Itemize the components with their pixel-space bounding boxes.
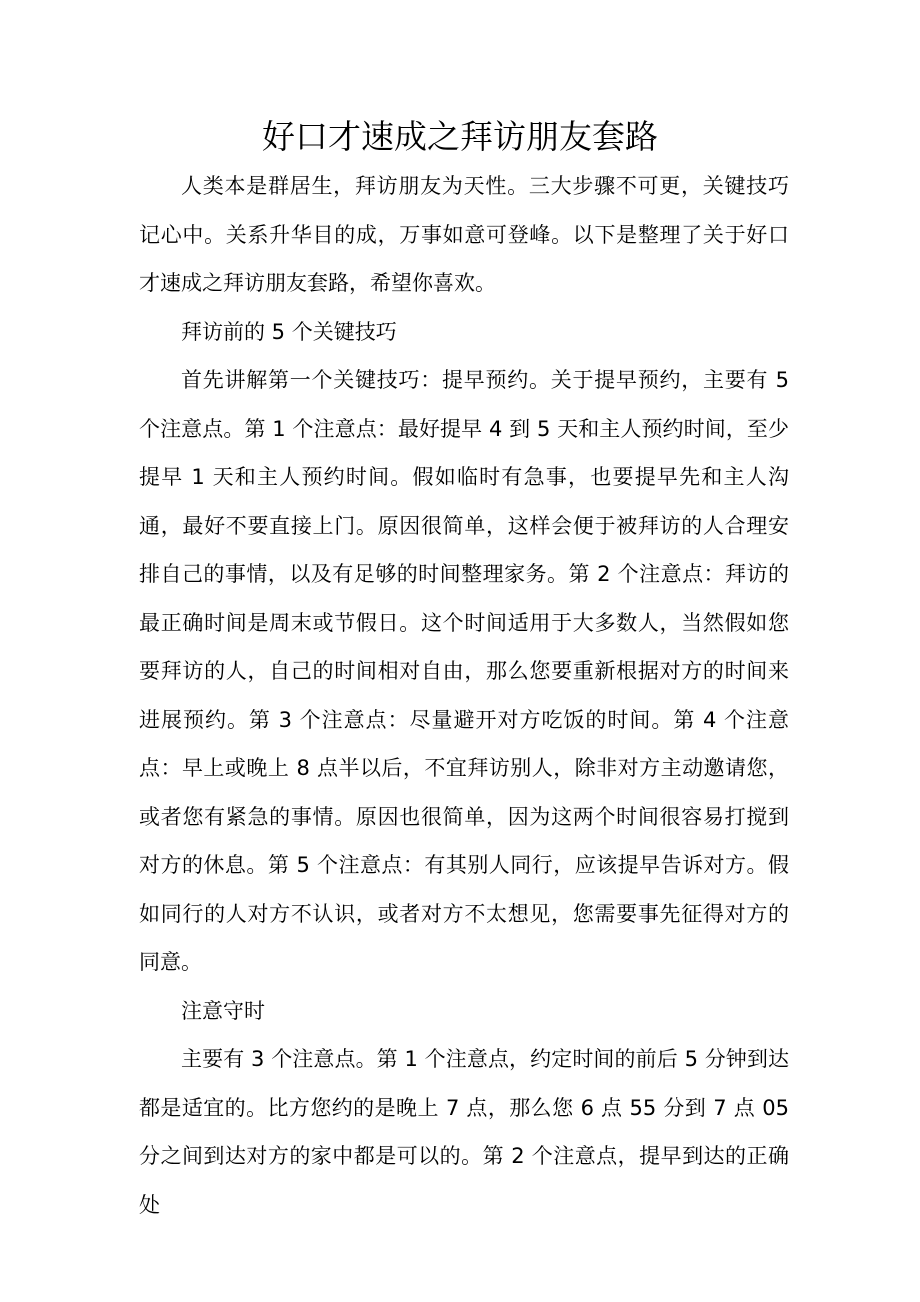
document-title: 好口才速成之拜访朋友套路 [262,117,658,156]
section-heading-punctuality: 注意守时 [181,998,265,1023]
section-heading-before-visit: 拜访前的 5 个关键技巧 [181,319,397,344]
intro-paragraph: 人类本是群居生，拜访朋友为天性。三大步骤不可更，关键技巧记心中。关系升华目的成，万事如意可登峰。以下是整理了关于好口才速成之拜访朋友套路，希望你喜欢。 [139,174,789,295]
document-body [139,162,789,1229]
body-paragraph-appointment: 首先讲解第一个关键技巧：提早预约。关于提早预约，主要有 5 个注意点。第 1 个注意点：最好提早 4 到 5 天和主人预约时间，至少提早 1 天和主人预约时间。假如临时有急事，也要提早先和主人沟通，最好不要直接上门。原因很简单，这样会便于被拜访的人合理安排自己的事情，以及有足够的时间整理家务。第 2 个注意点：拜访的最正确时间是周末或节假日。这个时间适用于大多数人，当然假如您要拜访的人，自己的时间相对自由，那么您要重新根据对方的时间来进展预约。第 3 个注意点：尽量避开对方吃饭的时间。第 4 个注意点：早上或晚上 8 点半以后，不宜拜访别人，除非对方主动邀请您，或者您有紧急的事情。原因也很简单，因为这两个时间很容易打搅到对方的休息。第 5 个注意点：有其别人同行，应该提早告诉对方。假如同行的人对方不认识，或者对方不太想见，您需要事先征得对方的同意。 [139,368,789,974]
body-paragraph-punctuality: 主要有 3 个注意点。第 1 个注意点，约定时间的前后 5 分钟到达都是适宜的。比方您约的是晚上 7 点，那么您 6 点 55 分到 7 点 05 分之间到达对方的家中都是可以的。第 2 个注意点，提早到达的正确处 [139,1047,789,1217]
